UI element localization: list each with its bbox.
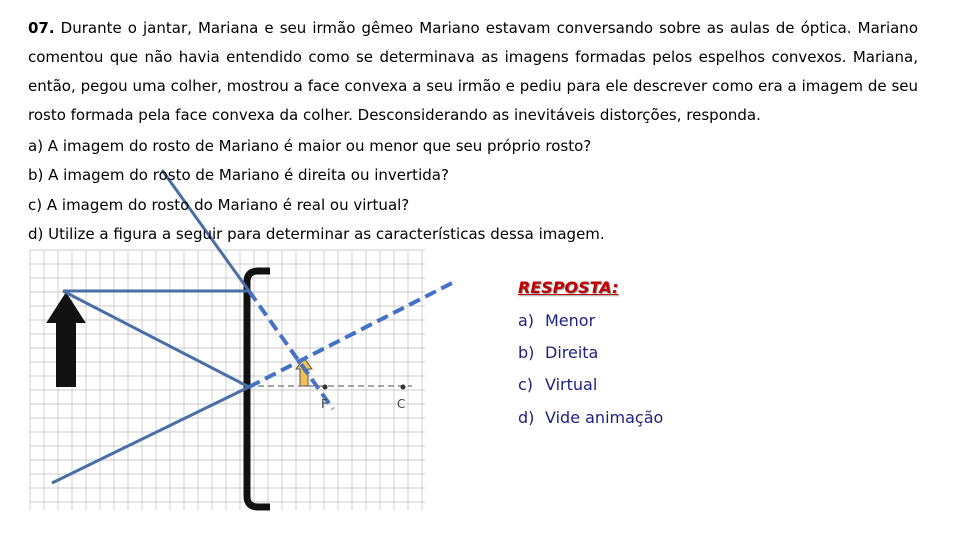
grid-paper — [30, 250, 425, 510]
object-arrow — [48, 294, 84, 386]
answer-text: Virtual — [545, 375, 598, 394]
question-body: Durante o jantar, Mariana e seu irmão gêmeo Mariano estavam conversando sobre as aulas de óptica. Mariano comentou que não havia entendido como se determinava as imagens formadas pelos espelhos convexos. Mariana, então, pegou uma colher, mostrou a face convexa a seu irmão e pediu para ele descrever como era a imagem de seu rosto formada pela face convexa da colher. Desconsiderando as inevitáveis distorções, responda. — [28, 19, 918, 124]
answer-text: Menor — [545, 311, 596, 330]
focus-point — [323, 385, 328, 390]
reflected-ray-lower — [52, 387, 249, 483]
answer-text: Direita — [545, 343, 599, 362]
answer-letter: b) — [518, 343, 535, 362]
answer-text: Vide animação — [545, 408, 664, 427]
answer-item-a — [518, 311, 595, 330]
question-text — [28, 14, 918, 130]
center-label: C — [397, 397, 406, 411]
answer-letter: d) — [518, 408, 535, 427]
question-item-d: d) Utilize a figura a seguir para determinar as características dessa imagem. — [28, 225, 605, 243]
question-number: 07. — [28, 19, 55, 37]
question-item-c: c) A imagem do rosto do Mariano é real ou virtual? — [28, 196, 410, 214]
answer-item-c — [518, 375, 597, 394]
question-item-a: a) A imagem do rosto de Mariano é maior ou menor que seu próprio rosto? — [28, 137, 592, 155]
question-item-b: b) A imagem do rosto de Mariano é direita ou invertida? — [28, 166, 449, 184]
answer-item-d — [518, 408, 663, 427]
virtual-ray-from-center — [249, 283, 452, 387]
answer-title: RESPOSTA: — [518, 278, 619, 297]
answer-item-b — [518, 343, 598, 362]
answer-letter: a) — [518, 311, 535, 330]
focus-label: F — [321, 397, 328, 411]
answer-letter: c) — [518, 375, 534, 394]
center-point — [401, 385, 406, 390]
